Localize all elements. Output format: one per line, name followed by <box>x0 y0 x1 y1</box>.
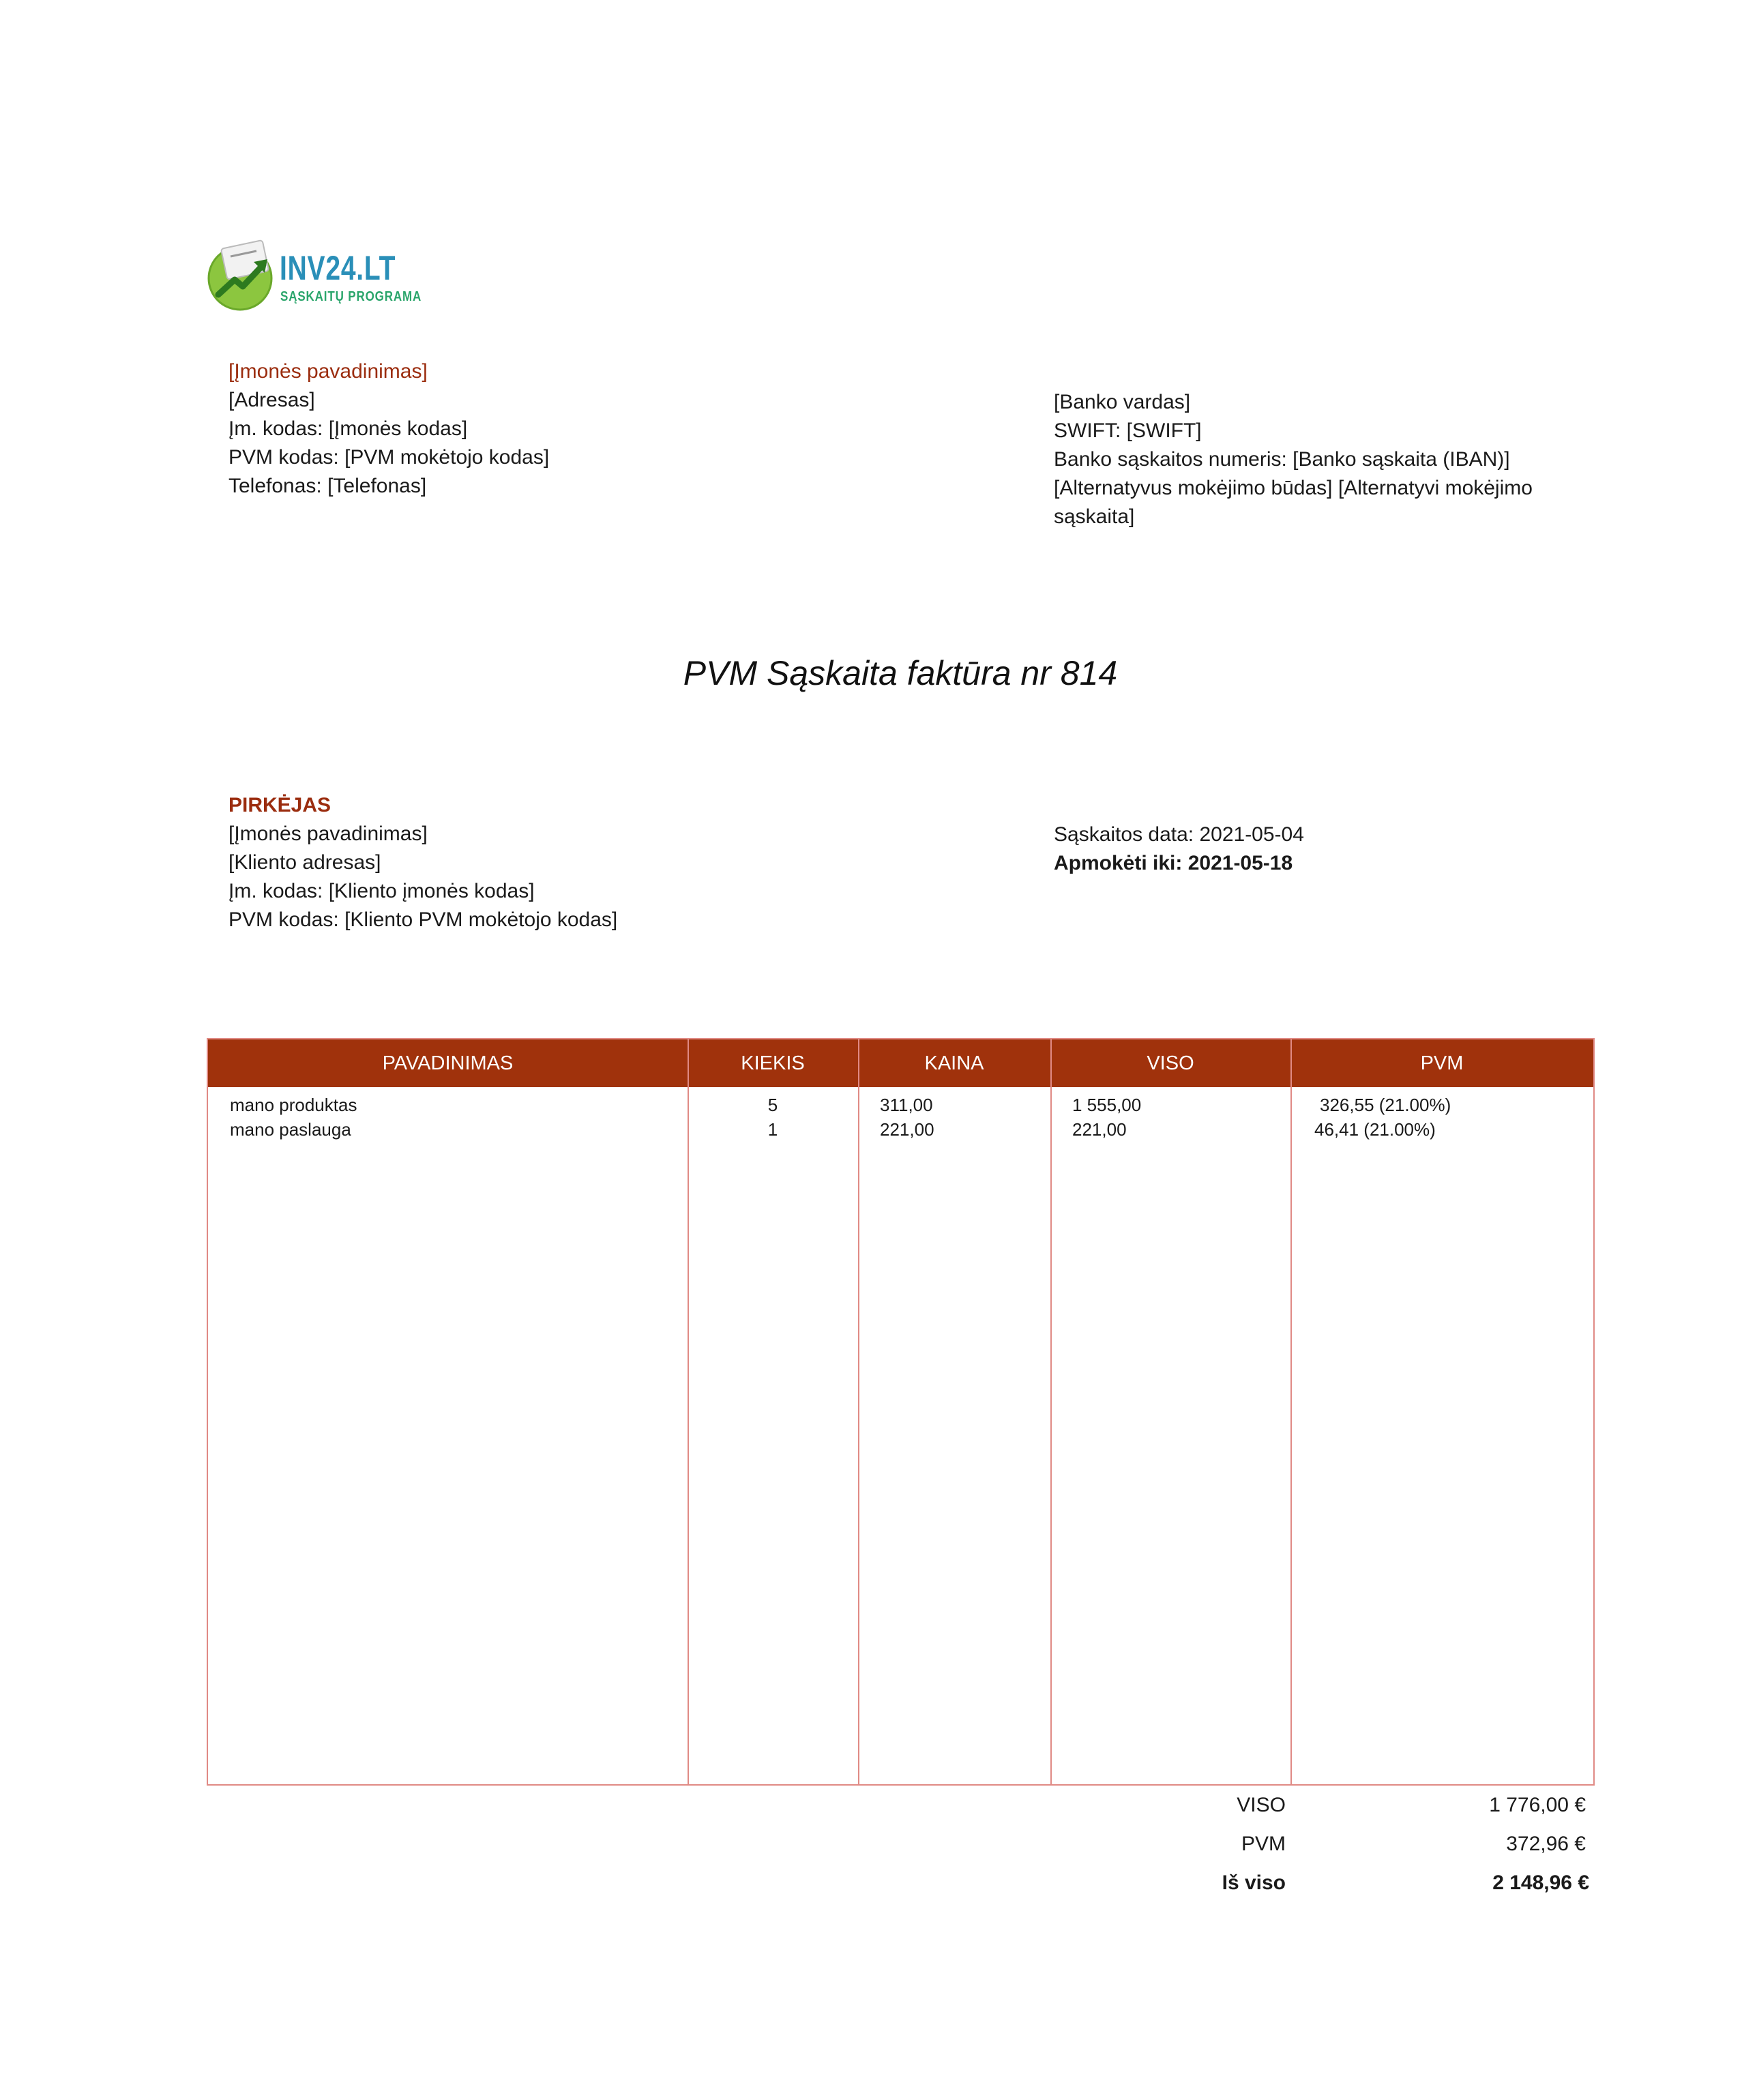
bank-info <box>1054 388 1572 531</box>
table-header <box>208 1039 1593 1087</box>
seller-info <box>228 357 549 501</box>
row-1-name: mano produktas <box>230 1095 357 1115</box>
logo-title: INV24.LT <box>280 249 396 287</box>
vat-label: PVM <box>1241 1833 1286 1855</box>
seller-address: [Adresas] <box>228 389 315 411</box>
buyer-company-name: [Įmonės pavadinimas] <box>228 823 428 845</box>
column-divider <box>858 1039 859 1784</box>
bank-swift: SWIFT: [SWIFT] <box>1054 419 1202 442</box>
column-divider <box>1050 1039 1052 1784</box>
buyer-info <box>228 791 617 934</box>
row-1-vat: 326,55 (21.00%) <box>1320 1095 1451 1115</box>
header-name: PAVADINIMAS <box>382 1052 514 1074</box>
row-2-qty: 1 <box>767 1119 778 1140</box>
header-total: VISO <box>1147 1052 1194 1074</box>
bank-alt-payment: [Alternatyvus mokėjimo būdas] [Alternatyvi mokėjimo sąskaita] <box>1054 477 1533 528</box>
invoice-date: Sąskaitos data: 2021-05-04 <box>1054 823 1304 846</box>
subtotal-label: VISO <box>1237 1794 1286 1816</box>
buyer-heading: PIRKĖJAS <box>228 794 331 816</box>
column-divider <box>688 1039 689 1784</box>
buyer-company-code: Įm. kodas: [Kliento įmonės kodas] <box>228 880 535 902</box>
column-divider <box>1290 1039 1292 1784</box>
seller-company-code: Įm. kodas: [Įmonės kodas] <box>228 417 468 440</box>
bank-account: Banko sąskaitos numeris: [Banko sąskaita (IBAN)] <box>1054 448 1510 471</box>
grand-total-label: Iš viso <box>1222 1872 1286 1894</box>
seller-phone: Telefonas: [Telefonas] <box>228 475 427 497</box>
row-2-price: 221,00 <box>880 1119 934 1140</box>
row-1-qty: 5 <box>767 1095 778 1115</box>
due-date: Apmokėti iki: 2021-05-18 <box>1054 852 1293 874</box>
row-1-price: 311,00 <box>880 1095 933 1115</box>
seller-company-name: [Įmonės pavadinimas] <box>228 360 428 383</box>
row-2-vat: 46,41 (21.00%) <box>1314 1119 1436 1140</box>
row-1-total: 1 555,00 <box>1072 1095 1142 1115</box>
seller-vat-code: PVM kodas: [PVM mokėtojo kodas] <box>228 446 550 469</box>
row-2-name: mano paslauga <box>230 1119 351 1140</box>
items-table <box>207 1038 1595 1786</box>
header-qty: KIEKIS <box>741 1052 805 1074</box>
buyer-address: [Kliento adresas] <box>228 851 381 874</box>
header-vat: PVM <box>1420 1052 1464 1074</box>
bank-name: [Banko vardas] <box>1054 391 1191 413</box>
row-2-total: 221,00 <box>1072 1119 1127 1140</box>
invoice-title: PVM Sąskaita faktūra nr 814 <box>683 654 1118 692</box>
logo-tagline: SĄSKAITŲ PROGRAMA <box>280 289 422 304</box>
header-price: KAINA <box>924 1052 984 1074</box>
vat-value: 372,96 € <box>1506 1833 1586 1855</box>
invoice-dates <box>1054 820 1304 878</box>
subtotal-value: 1 776,00 € <box>1489 1794 1586 1816</box>
buyer-vat-code: PVM kodas: [Kliento PVM mokėtojo kodas] <box>228 908 618 931</box>
grand-total-value: 2 148,96 € <box>1492 1872 1589 1894</box>
